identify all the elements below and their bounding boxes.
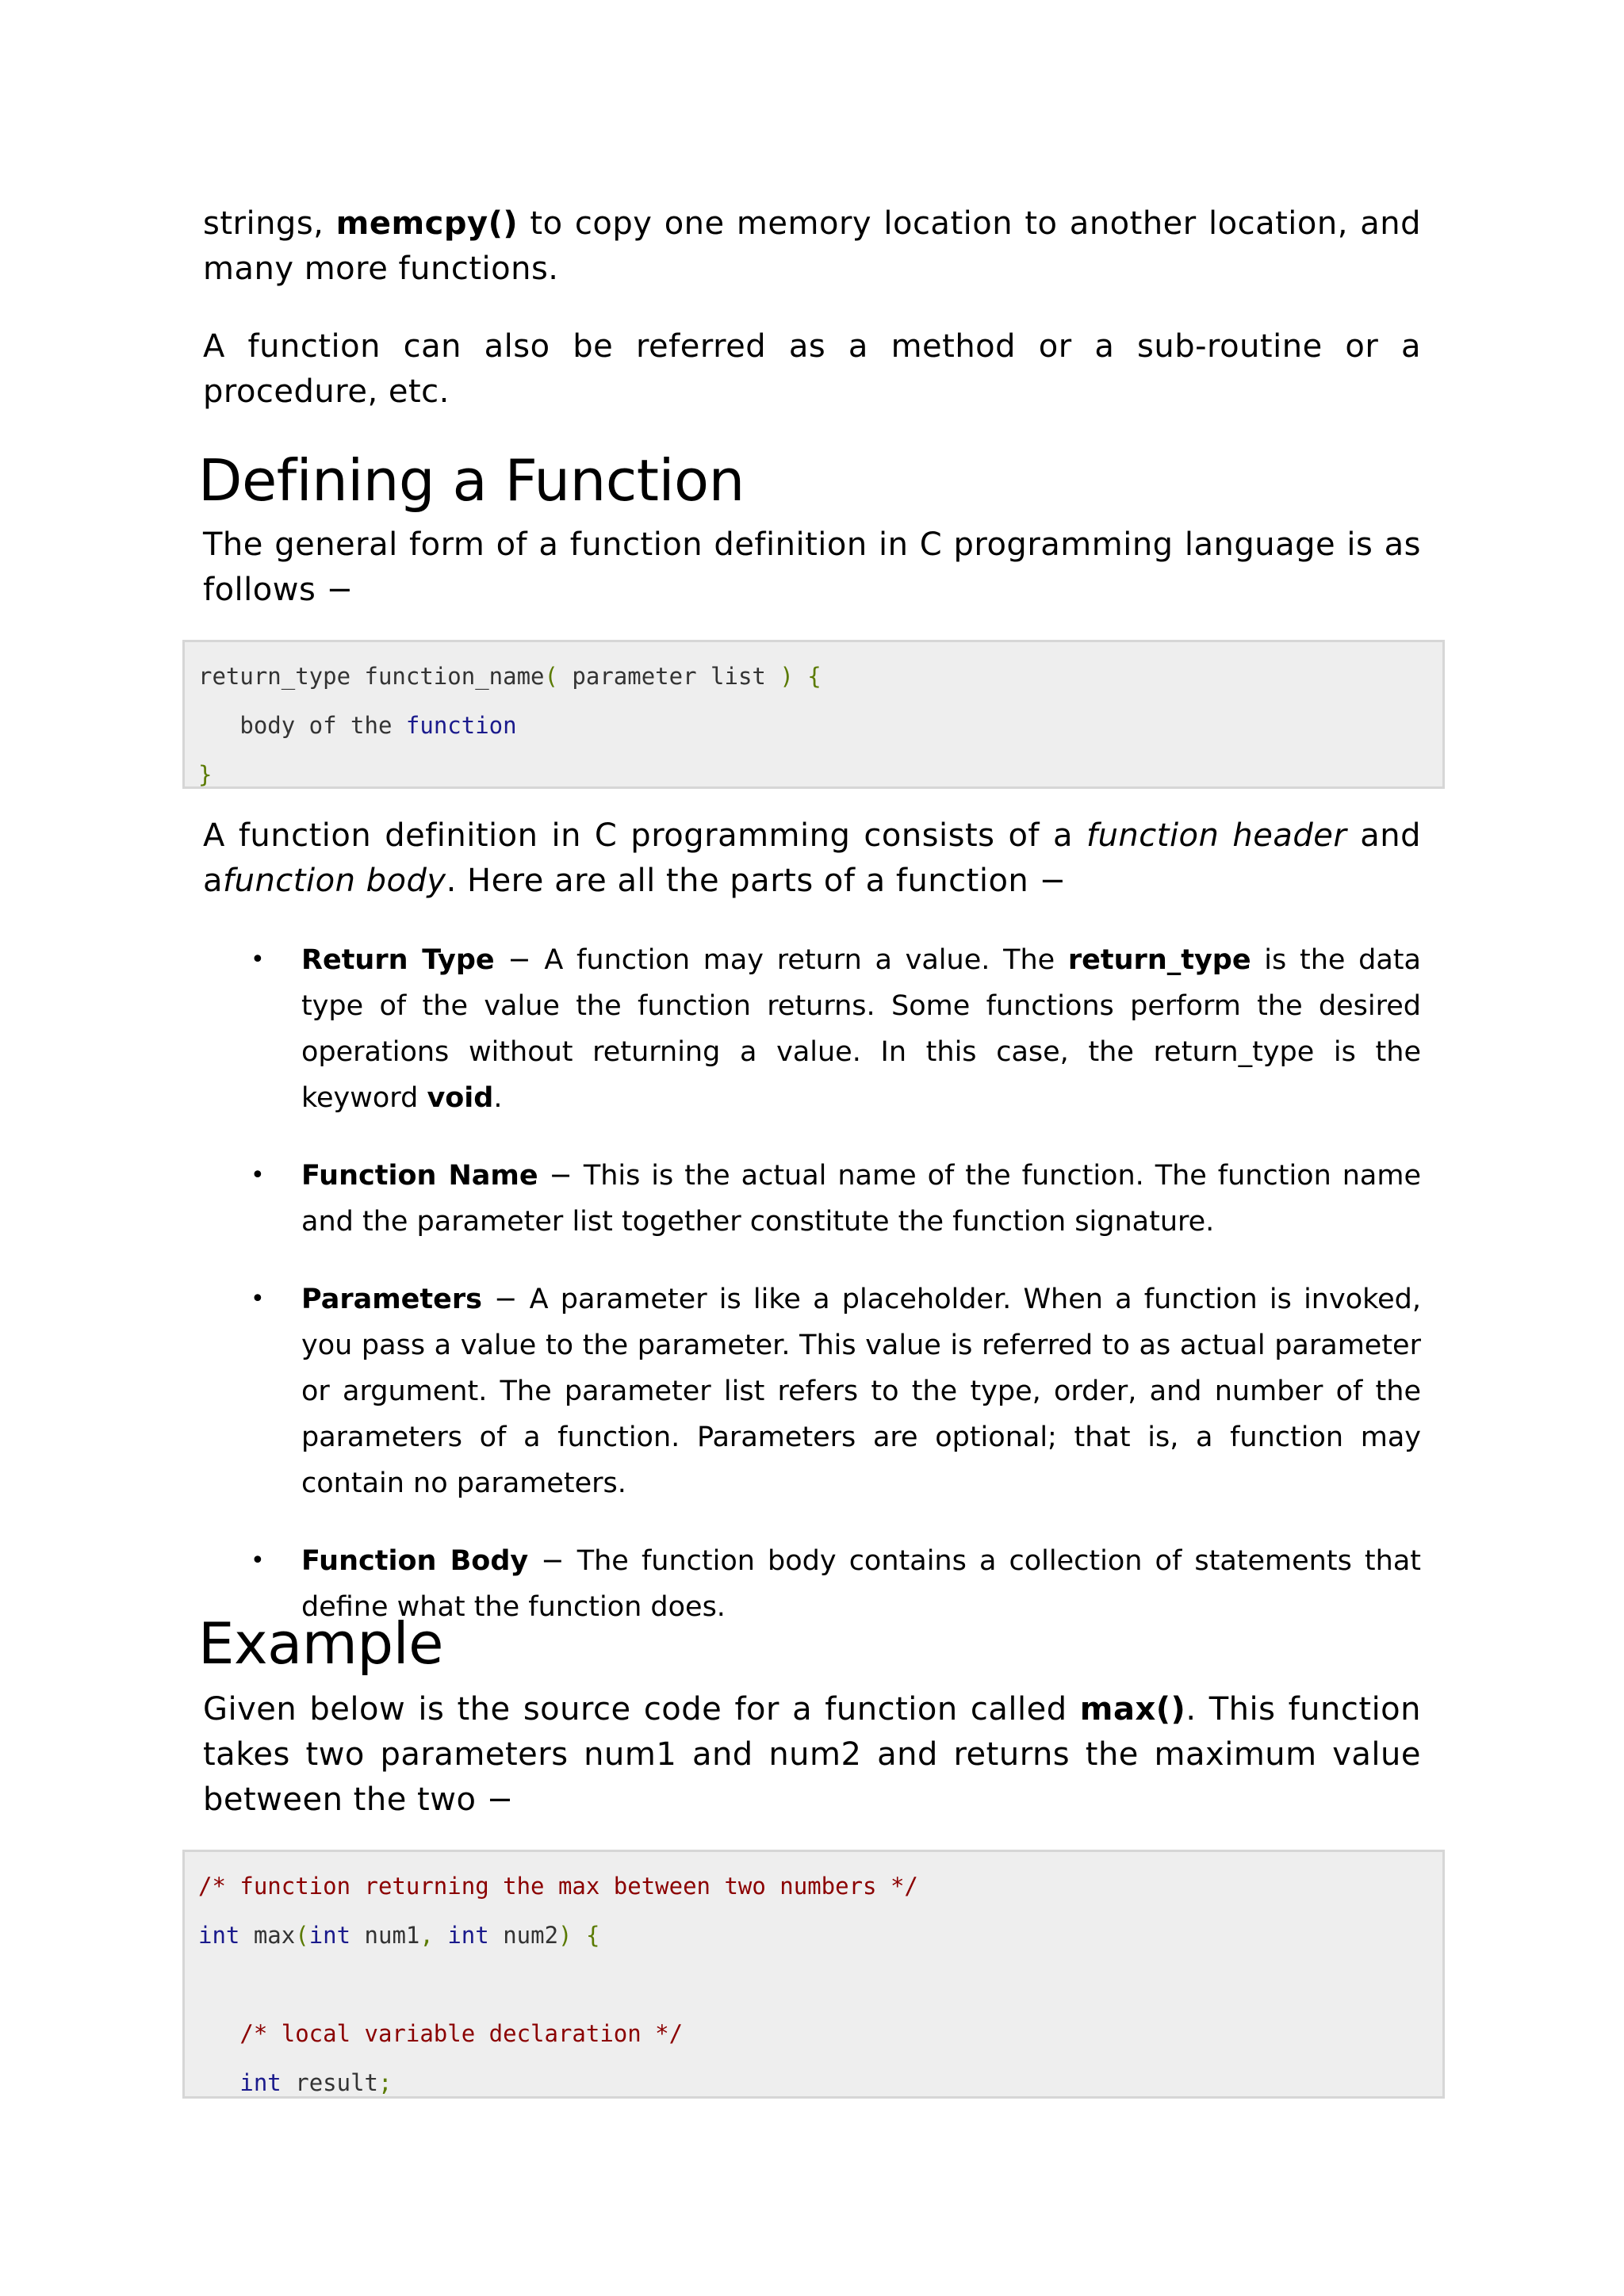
code-line: /* local variable declaration */ (198, 2020, 684, 2047)
text-span: . This function takes two parameters num1 and num2 and returns the maximum value between the two − (203, 1691, 1421, 1818)
intro-paragraph-1 (203, 201, 1421, 292)
italic-term: function header (1086, 817, 1347, 854)
bold-term: return_type (1067, 944, 1251, 976)
code-token (434, 1922, 447, 1949)
code-line: } (198, 761, 213, 788)
parts-paragraph (203, 813, 1421, 904)
code-token: num2 (488, 1922, 559, 1949)
text-span: strings, (203, 205, 336, 242)
code-line (198, 1911, 1442, 1960)
code-token: int (308, 1922, 351, 1949)
code-token: function (405, 712, 517, 739)
list-item-return-type (238, 937, 1421, 1121)
code-token: ) (779, 663, 794, 690)
code-line (198, 701, 1442, 750)
code-token: int (198, 1922, 240, 1949)
list-item-parameters (238, 1276, 1421, 1506)
code-token: num1 (350, 1922, 420, 1949)
code-token: max (239, 1922, 296, 1949)
bullet-icon: • (251, 1285, 265, 1313)
list-item-lead: Return Type (301, 944, 495, 976)
text-span: . (493, 1082, 503, 1114)
memcpy-term: memcpy() (335, 205, 519, 242)
bullet-icon: • (251, 1161, 265, 1189)
code-token: parameter list (557, 663, 780, 690)
bullet-icon: • (251, 946, 265, 974)
example-heading: Example (198, 1610, 443, 1677)
code-token: { (793, 663, 822, 690)
code-line-blank (198, 1960, 1442, 2009)
list-item-lead: Function Body (301, 1545, 529, 1577)
list-item-lead: Function Name (301, 1160, 538, 1192)
intro-paragraph-2: A function can also be referred as a method or a sub-routine or a procedure, etc. (203, 328, 1421, 410)
code-token: body of the (198, 712, 406, 739)
text-span: to copy one memory location to another location, and many more functions. (203, 205, 1421, 287)
list-item-lead: Parameters (301, 1284, 482, 1315)
code-token: { (572, 1922, 600, 1949)
code-token: ( (295, 1922, 309, 1949)
list-item-function-name (238, 1153, 1421, 1245)
code-block-general-form (182, 640, 1445, 789)
code-token: int (239, 2069, 282, 2096)
text-span: Given below is the source code for a function called (203, 1691, 1080, 1728)
code-token: ( (544, 663, 558, 690)
text-span: − The function body contains a collection of statements that define what the function does. (301, 1545, 1421, 1623)
text-span: − A parameter is like a placeholder. When a function is invoked, you pass a value to the parameter. This value is referred to as actual parameter or argument. The parameter list refers to the type, order, and number of the parameters of a function. Parameters are optional; that is, a function may contain no parameters. (301, 1284, 1421, 1499)
code-token: ; (378, 2069, 393, 2096)
code-block-max-example (182, 1850, 1445, 2099)
text-span: − This is the actual name of the function. The function name and the parameter list together constitute the function signature. (301, 1160, 1421, 1238)
text-span: is the data type of the value the function returns. Some functions perform the desired operations without returning a value. In this case, the return_type is the keyword (301, 944, 1421, 1114)
text-span: and a (203, 817, 1422, 899)
code-token (198, 2069, 239, 2096)
code-token: ) (558, 1922, 573, 1949)
function-parts-list (238, 937, 1421, 1630)
defining-intro: The general form of a function definition in C programming language is as follows − (203, 526, 1421, 608)
italic-term: function body (223, 863, 446, 899)
text-span: A function definition in C programming consists of a (203, 817, 1086, 854)
text-span: − A function may return a value. The (494, 944, 1068, 976)
code-line (198, 2058, 1442, 2107)
code-line: /* function returning the max between two numbers */ (198, 1873, 918, 1900)
defining-heading: Defining a Function (198, 447, 745, 514)
bullet-icon: • (251, 1547, 265, 1575)
code-token: , (419, 1922, 434, 1949)
bold-term: void (427, 1082, 494, 1114)
example-intro (203, 1687, 1421, 1823)
code-line (198, 652, 1442, 701)
code-token: result (281, 2069, 378, 2096)
code-token: return_type function_name (198, 663, 545, 690)
max-term: max() (1079, 1691, 1186, 1728)
text-span: . Here are all the parts of a function − (446, 863, 1067, 899)
code-token: int (447, 1922, 489, 1949)
